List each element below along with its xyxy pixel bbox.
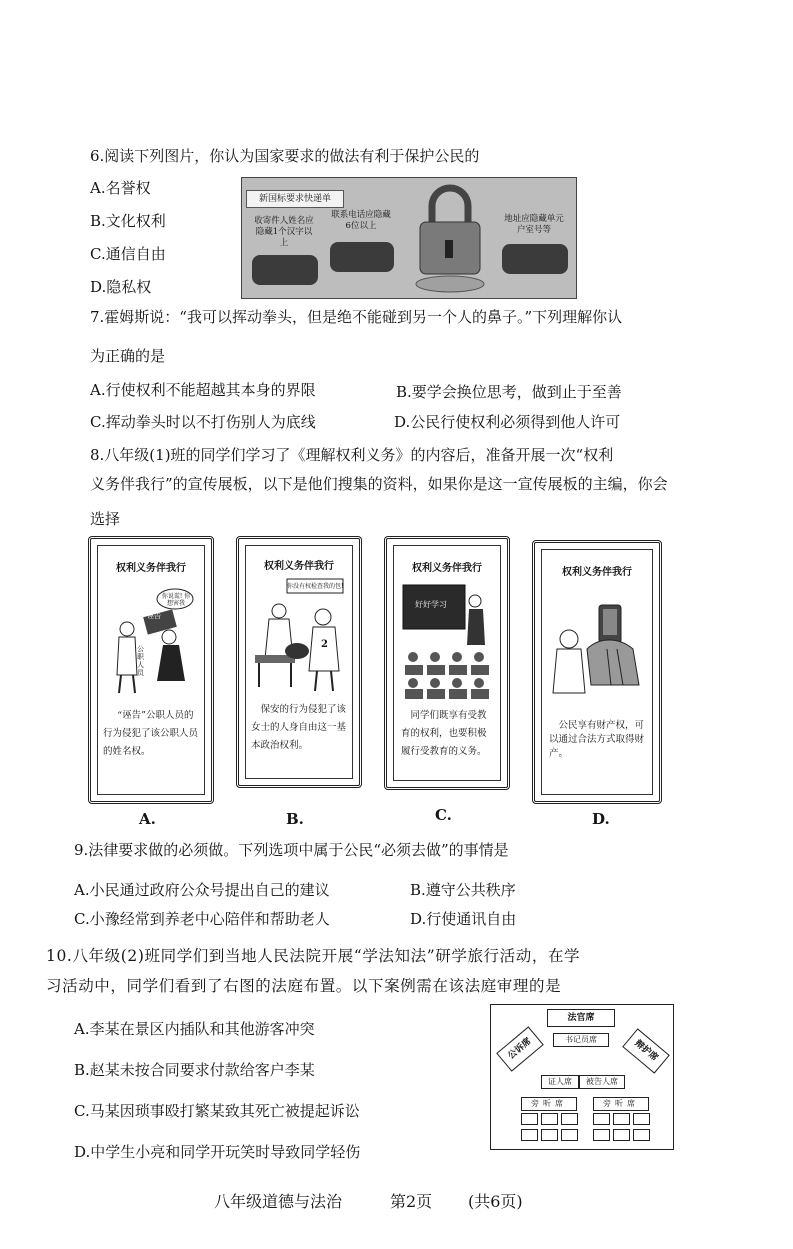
q10-stem-line1: 10.八年级(2)班同学们到当地人民法院开展“学法知法”研学旅行活动，在学 [46,947,581,965]
court-gallery-right: 旁听席 [593,1097,649,1111]
q8-panel-b-caption: 保安的行为侵犯了该女士的人身自由这一基本政治权利。 [251,704,347,751]
q8-panel-a-label: A. [139,810,156,828]
q6-stem: 6.阅读下列图片，你认为国家要求的做法有利于保护公民的 [90,147,480,165]
court-gallery-left: 旁听席 [521,1097,577,1111]
q7-option-b: B.要学会换位思考，做到止于至善 [396,383,622,401]
q8-panel-a-tag: 诬告 [147,612,161,620]
q6-block-phone-text: 联系电话应隐藏6位以上 [331,210,391,231]
q8-panel-c-board: 好好学习 [415,600,447,609]
q6-picture [241,177,577,299]
court-judge-seat: 法官席 [547,1009,615,1027]
q8-panel-c-title: 权利义务伴我行 [412,563,482,574]
q6-option-d: D.隐私权 [90,278,152,296]
q8-panel-d-illustration [547,589,647,699]
q6-option-c: C.通信自由 [90,245,166,263]
footer-subject: 八年级道德与法治 [214,1192,343,1211]
q6-block-name-text: 收寄件人姓名应隐藏1个汉字以上 [254,216,314,248]
q9-option-d: D.行使通讯自由 [410,910,517,928]
q6-block-address-text: 地址应隐藏单元户室号等 [504,214,564,235]
q8-panel-c-label: C. [435,806,452,824]
q8-panel-a [88,536,214,804]
q10-option-a: A.李某在景区内插队和其他游客冲突 [74,1020,315,1038]
court-defense-seat: 辩护席 [622,1028,670,1073]
q8-stem-line3: 选择 [90,510,121,528]
q7-stem-line1: 7.霍姆斯说：“我可以挥动拳头，但是绝不能碰到另一个人的鼻子。”下列理解你认 [90,308,623,326]
q7-stem-line2: 为正确的是 [90,347,166,365]
q8-panel-d [532,540,662,804]
q8-panel-d-title: 权利义务伴我行 [562,567,632,578]
q6-option-b: B.文化权利 [90,212,166,230]
q8-panel-c-illustration [399,579,495,701]
q8-panel-a-illustration [105,585,197,695]
q8-panel-d-label: D. [592,810,610,828]
q9-option-a: A.小民通过政府公众号提出自己的建议 [74,881,330,899]
q8-panel-d-caption: 公民享有财产权，可以通过合法方式取得财产。 [549,720,645,759]
q8-panel-a-bubble: 你说谎! 你想害我 [161,593,191,607]
q8-panel-b-side: 2 [321,639,328,650]
q10-option-b: B.赵某未按合同要求付款给客户李某 [74,1061,315,1079]
q8-panel-a-side: 公职人员 [137,645,144,677]
q8-panel-b [236,536,362,788]
q6-block-name [252,216,322,290]
q10-option-d: D.中学生小亮和同学开玩笑时导致同学轻伤 [74,1143,361,1161]
q6-block-phone [330,210,400,290]
q8-stem-line1: 8.八年级(1)班的同学们学习了《理解权利义务》的内容后，准备开展一次“权利 [90,446,614,464]
q8-panel-b-illustration [251,575,347,695]
court-witness-seat: 证人席 [541,1075,579,1089]
court-defendant-seat: 被告人席 [579,1075,625,1089]
q8-stem-line2: 义务伴我行”的宣传展板，以下是他们搜集的资料，如果你是这一宣传展板的主编，你会 [90,475,668,493]
q6-block-address [502,214,572,292]
court-clerk-seat: 书记员席 [553,1033,609,1047]
court-gallery-seats-left [521,1113,581,1141]
q7-option-d: D.公民行使权利必须得到他人许可 [394,413,621,431]
lock-icon [414,184,486,294]
court-prosecutor-seat: 公诉席 [496,1026,544,1071]
footer-page: 第2页 [390,1192,433,1211]
q8-panel-a-title: 权利义务伴我行 [116,563,186,574]
court-gallery-seats-right [593,1113,653,1141]
q8-panel-b-title: 权利义务伴我行 [264,561,334,572]
q8-panel-c [384,536,510,790]
q6-option-a: A.名誉权 [90,179,151,197]
courtroom-diagram [490,1004,674,1150]
q8-panel-c-caption: 同学们既享有受教育的权利，也要积极履行受教育的义务。 [401,710,487,757]
q7-option-a: A.行使权利不能超越其本身的界限 [90,381,316,399]
q8-panel-a-caption: “诬告”公职人员的行为侵犯了该公职人员的姓名权。 [103,710,199,757]
q6-banner: 新国标要求快递单 [246,190,344,208]
footer-total: (共6页) [468,1192,523,1211]
q10-option-c: C.马某因琐事殴打繁某致其死亡被提起诉讼 [74,1102,360,1120]
q8-panel-b-bubble: 你没有权检查我的包! [287,583,343,590]
q9-option-c: C.小豫经常到养老中心陪伴和帮助老人 [74,910,330,928]
q10-stem-line2: 习活动中，同学们看到了右图的法庭布置。以下案例需在该法庭审理的是 [46,977,562,995]
q7-option-c: C.挥动拳头时以不打伤别人为底线 [90,413,316,431]
q9-option-b: B.遵守公共秩序 [410,881,516,899]
q8-panel-b-label: B. [286,810,304,828]
q9-stem: 9.法律要求做的必须做。下列选项中属于公民“必须去做”的事情是 [74,841,509,859]
